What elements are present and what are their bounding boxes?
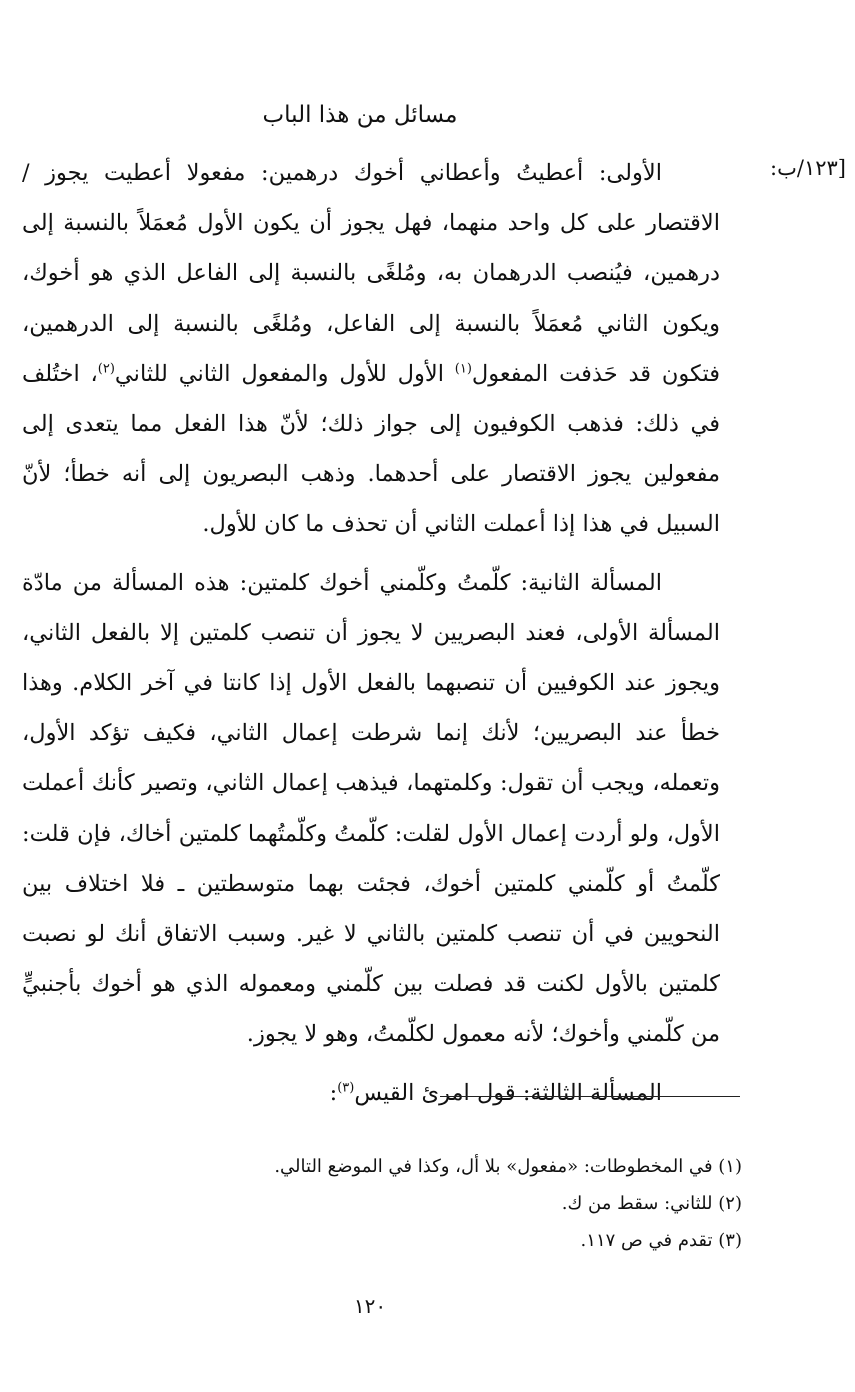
main-text [22, 148, 720, 1126]
footnote-ref-3[interactable]: (٣) [337, 1080, 355, 1096]
footnote-2: (٢) للثاني: سقط من ك. [561, 1193, 742, 1214]
footnote-divider [440, 1096, 740, 1097]
paragraph-third-issue [22, 1068, 720, 1118]
footnote-ref-2[interactable]: (٢) [97, 361, 115, 377]
page-number: ١٢٠ [353, 1294, 387, 1318]
footnote-ref-1[interactable]: (١) [454, 361, 472, 377]
footnote-1: (١) في المخطوطات: «مفعول» بلا أل، وكذا في الموضع التالي. [274, 1156, 742, 1177]
paragraph-second-issue: المسألة الثانية: كلّمتُ وكلّمني أخوك كلمتين: هذه المسألة من مادّة المسألة الأولى، فعند البصريين لا يجوز أن تنصب كلمتين إلا بالفعل الثاني، ويجوز عند الكوفيين أن تنصبهما بالفعل الأول إذا كانتا في آخر الكلام. وهذا خطأ عند البصريين؛ لأنك إنما شرطت إعمال الثاني، فكيف تؤكد الأول، وتعمله، ويجب أن تقول: وكلمتهما، فيذهب إعمال الثاني، وتصير كأنك أعملت الأول، ولو أردت إعمال الأول لقلت: كلّمتُ وكلّمتُهما كلمتين أخاك، فإن قلت: كلّمتُ أو كلّمني كلمتين أخوك، فجئت بهما متوسطتين ـ فلا اختلاف بين النحويين في أن تنصب كلمتين بالثاني لا غير. وسبب الاتفاق أنك لو نصبت كلمتين بالأول لكنت قد فصلت بين كلّمني ومعموله الذي هو أخوك بأجنبيٍّ من كلّمني وأخوك؛ لأنه معمول لكلّمتُ، وهو لا يجوز. [22, 569, 720, 1048]
paragraph-first-issue [22, 148, 720, 550]
footnotes [60, 1148, 742, 1259]
paragraph-text: : [329, 1079, 338, 1106]
paragraph-text: المسألة الثالثة: قول امرئ القيس [354, 1079, 662, 1106]
section-heading: مسائل من هذا الباب [262, 102, 458, 128]
manuscript-folio-marker: :١٢٣/ب] [770, 156, 846, 180]
paragraph-text: الأولى: أعطيتُ وأعطاني أخوك درهمين: مفعولا أعطيت يجوز /الاقتصار على كل واحد منهما، فهل يجوز أن يكون الأول مُعمَلاً بالنسبة إلى درهمين، فيُنصب الدرهمان به، ومُلغًى بالنسبة إلى الفاعل الذي هو أخوك، ويكون الثاني مُعمَلاً بالنسبة إلى الفاعل، ومُلغًى بالنسبة إلى الدرهمين، فتكون قد حَذفت المفعول [22, 160, 720, 387]
footnote-3: (٣) تقدم في ص ١١٧. [580, 1230, 742, 1251]
paragraph-text: ، اختُلف في ذلك: فذهب الكوفيون إلى جواز ذلك؛ لأنّ هذا الفعل مما يتعدى إلى مفعولين يجوز الاقتصار على أحدهما. وذهب البصريون إلى أنه خطأ؛ لأنّ السبيل في هذا إذا أعملت الثاني أن تحذف ما كان للأول. [22, 360, 720, 538]
paragraph-text: الأول للأول والمفعول الثاني للثاني [114, 360, 455, 387]
